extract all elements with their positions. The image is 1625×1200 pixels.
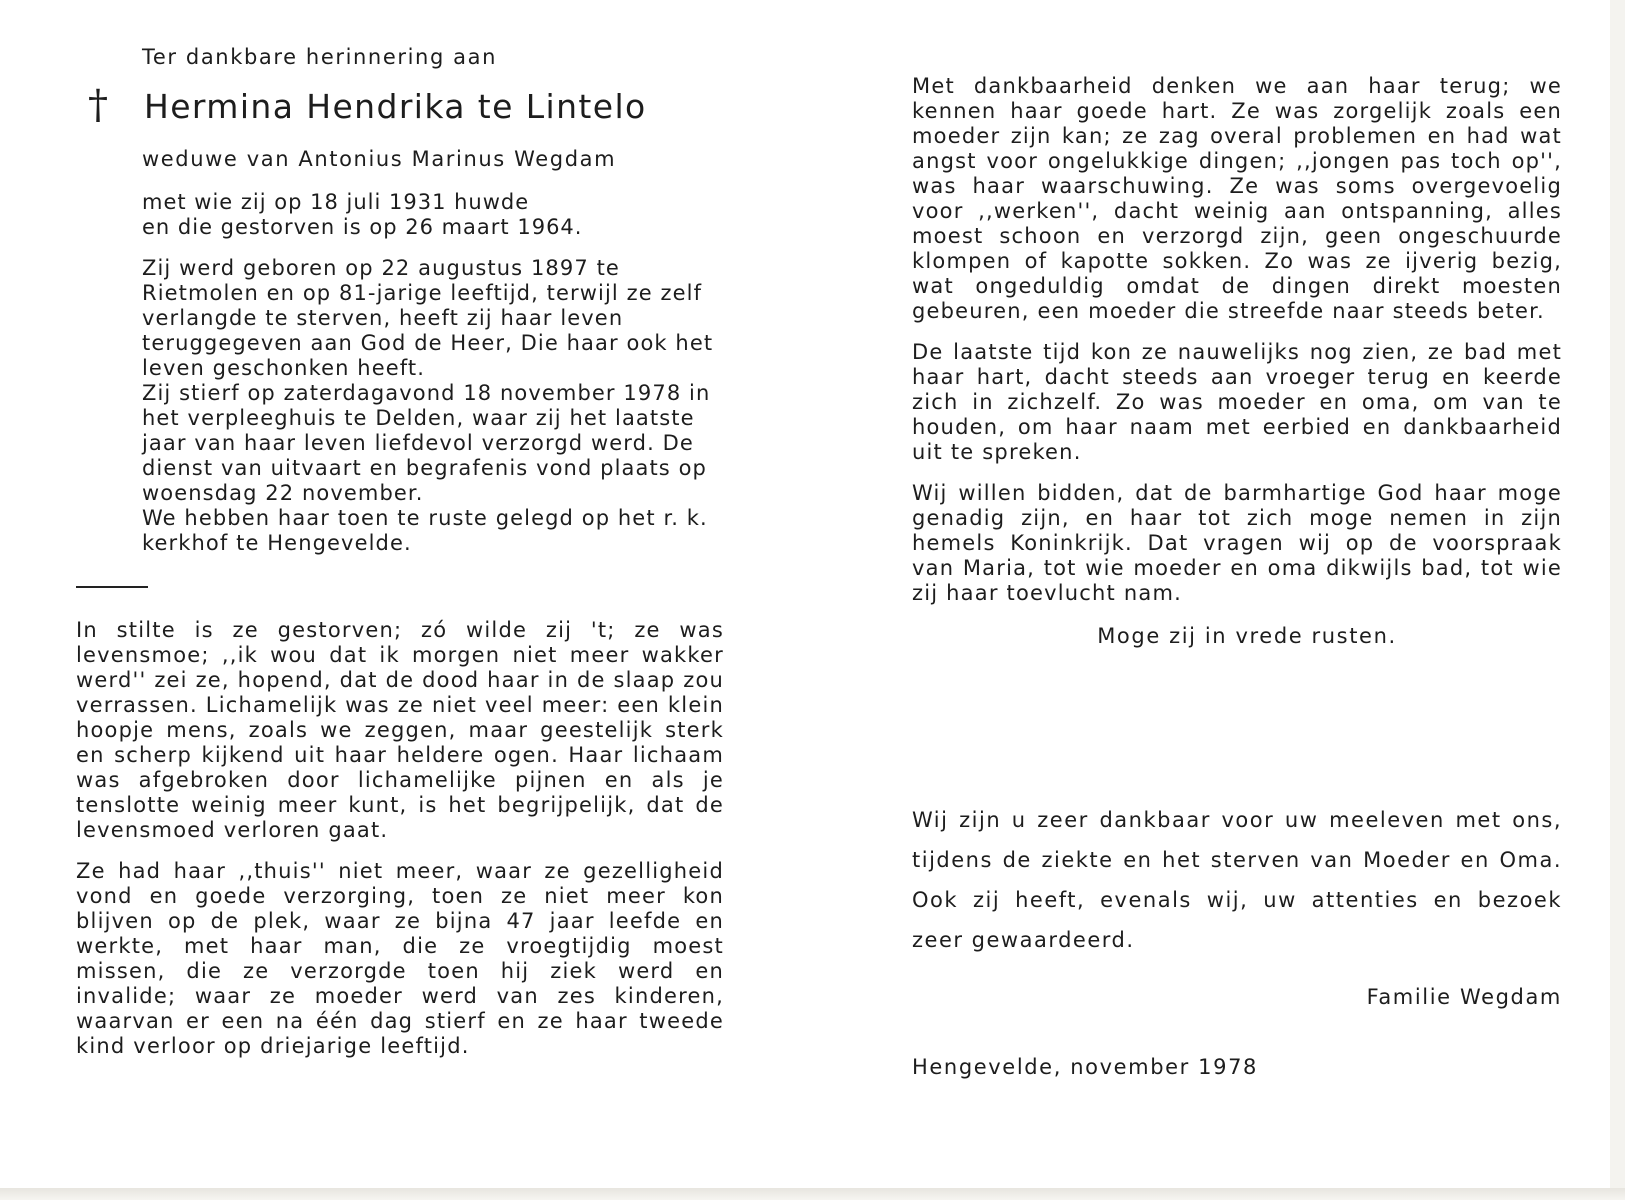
- bio-paragraph: Zij werd geboren op 22 augustus 1897 te Rietmolen en op 81-jarige leeftijd, terwijl ze zelf verlangde te sterven, heeft zij haar leven teruggegeven aan God de Heer, Die haar ook het leven geschonken heeft.: [142, 256, 714, 380]
- story-left: [76, 618, 724, 1059]
- name-row: [76, 78, 724, 136]
- date-line: met wie zij op 18 juli 1931 huwde: [142, 190, 530, 214]
- paper-edge: [0, 1188, 1625, 1200]
- story-paragraph: Wij willen bidden, dat de barmhartige God haar moge genadig zijn, en haar tot zich moge nemen in zijn hemels Koninkrijk. Dat vragen wij op de voorspraak van Maria, tot wie moeder en oma dikwijls bad, tot wie zij haar toevlucht nam.: [912, 481, 1562, 605]
- cross-icon: †: [88, 82, 108, 128]
- story-paragraph: De laatste tijd kon ze nauwelijks nog zien, ze bad met haar hart, dacht steeds aan vroeger terug en keerde zich in zichzelf. Zo was moeder en oma, om van te houden, om haar naam met eerbied en dankbaarheid uit te spreken.: [912, 340, 1562, 464]
- story-right: [912, 74, 1562, 606]
- thanks-paragraph: Wij zijn u zeer dankbaar voor uw meeleven met ons, tijdens de ziekte en het sterven van Moeder en Oma. Ook zij heeft, evenals wij, uw attenties en bezoek zeer gewaardeerd.: [912, 808, 1562, 952]
- bio-paragraph: We hebben haar toen te ruste gelegd op het r. k. kerkhof te Hengevelde.: [142, 506, 708, 555]
- bio-paragraph: Zij stierf op zaterdagavond 18 november 1978 in het verpleeghuis te Delden, waar zij het laatste jaar van haar leven liefdevol verzorgd werd. De dienst van uitvaart en begrafenis vond plaats op woensdag 22 november.: [142, 381, 711, 505]
- divider: [76, 586, 148, 588]
- family-signature: Familie Wegdam: [1366, 985, 1562, 1009]
- intro-line: Ter dankbare herinnering aan: [142, 45, 497, 69]
- date-line: en die gestorven is op 26 maart 1964.: [142, 215, 583, 239]
- rest-in-peace: Moge zij in vrede rusten.: [1097, 624, 1397, 648]
- place-date: Hengevelde, november 1978: [912, 1055, 1259, 1079]
- story-paragraph: In stilte is ze gestorven; zó wilde zij 't; ze was levensmoe; ,,ik wou dat ik morgen niet meer wakker werd'' zei ze, hopend, dat de dood haar in de slaap zou verrassen. Lichamelijk was ze niet veel meer: een klein hoopje mens, zoals we zeggen, maar geestelijk sterk en scherp kijkend uit haar heldere ogen. Haar lichaam was afgebroken door lichamelijke pijnen en als je tenslotte weinig meer kunt, is het begrijpelijk, dat de levensmoed verloren gaat.: [76, 618, 724, 842]
- deceased-name: Hermina Hendrika te Lintelo: [144, 87, 647, 126]
- right-page: [912, 74, 1562, 1082]
- marriage-dates: [142, 190, 724, 240]
- left-page: [76, 40, 724, 1075]
- story-paragraph: Ze had haar ,,thuis'' niet meer, waar ze gezelligheid vond en goede verzorging, toen ze niet meer kon blijven op de plek, waar ze bijna 47 jaar leefde en werkte, met haar man, die ze vroegtijdig moest missen, die ze verzorgde toen hij ziek werd en invalide; waar ze moeder werd van zes kinderen, waarvan er een na één dag stierf en ze haar tweede kind verloor op driejarige leeftijd.: [76, 859, 724, 1058]
- widow-line: weduwe van Antonius Marinus Wegdam: [142, 147, 617, 171]
- biography: [142, 256, 724, 556]
- story-paragraph: Met dankbaarheid denken we aan haar terug; we kennen haar goede hart. Ze was zorgelijk zoals een moeder zijn kan; ze zag overal problemen en had wat angst voor ongelukkige dingen; ,,jongen pas toch op'', was haar waarschuwing. Ze was soms overgevoelig voor ,,werken'', dacht weinig aan ontspanning, alles moest schoon en verzorgd zijn, geen ongeschuurde klompen of kapotte sokken. Zo was ze ijverig bezig, wat ongeduldig omdat de dingen direkt moesten gebeuren, een moeder die streefde naar steeds beter.: [912, 74, 1562, 323]
